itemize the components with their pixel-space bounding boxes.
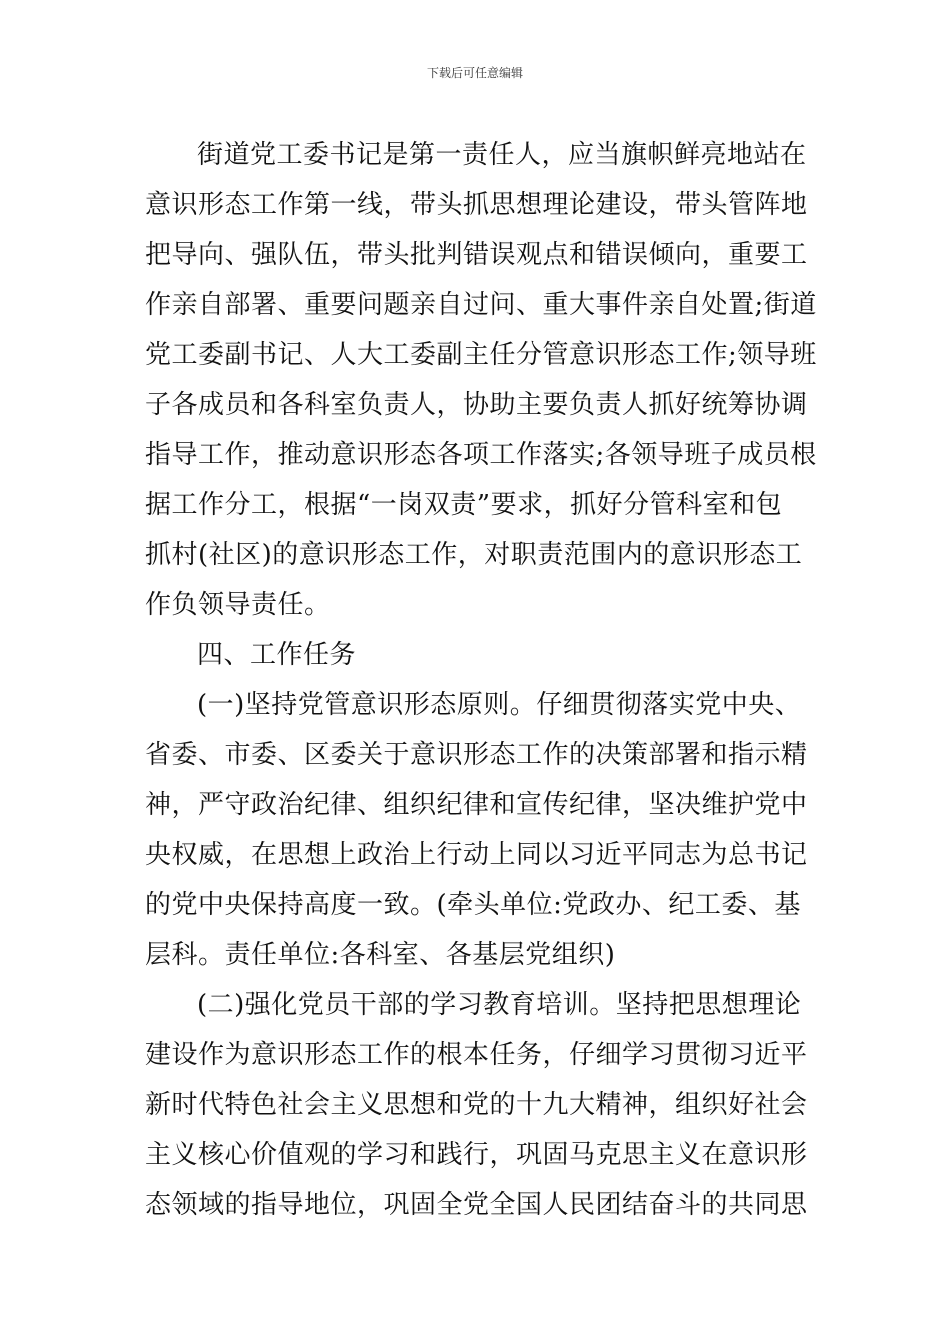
paragraph-line: 的党中央保持高度一致。(牵头单位:党政办、纪工委、基 [145,890,801,920]
paragraph-line: 央权威，在思想上政治上行动上同以习近平同志为总书记 [145,840,808,870]
paragraph-line: 作负领导责任。 [145,590,331,620]
paragraph-line: 党工委副书记、人大工委副主任分管意识形态工作;领导班 [145,340,817,370]
page-header: 下载后可任意编辑 [426,66,523,80]
paragraph-line: 街道党工委书记是第一责任人，应当旗帜鲜亮地站在 [197,140,807,170]
paragraph-line: 主义核心价值观的学习和践行，巩固马克思主义在意识形 [145,1140,808,1170]
paragraph-line: 据工作分工，根据“一岗双责”要求，抓好分管科室和包 [145,490,783,520]
paragraph-line: 把导向、强队伍，带头批判错误观点和错误倾向，重要工 [145,240,808,270]
paragraph-line: 态领域的指导地位，巩固全党全国人民团结奋斗的共同思 [145,1190,808,1220]
section-heading: 四、工作任务 [197,640,357,670]
paragraph-line: 作亲自部署、重要问题亲自过问、重大事件亲自处置;街道 [145,290,817,320]
paragraph-line: 省委、市委、区委关于意识形态工作的决策部署和指示精 [145,740,808,770]
paragraph-line: 新时代特色社会主义思想和党的十九大精神，组织好社会 [145,1090,808,1120]
paragraph-line: 层科。责任单位:各科室、各基层党组织) [145,940,616,970]
paragraph-line: 指导工作，推动意识形态各项工作落实;各领导班子成员根 [145,440,817,470]
document-body [145,130,817,1230]
paragraph-line: (二)强化党员干部的学习教育培训。坚持把思想理论 [197,990,802,1020]
paragraph-line: (一)坚持党管意识形态原则。仔细贯彻落实党中央、 [197,690,802,720]
paragraph-line: 意识形态工作第一线，带头抓思想理论建设，带头管阵地 [145,190,808,220]
paragraph-line: 抓村(社区)的意识形态工作，对职责范围内的意识形态工 [145,540,803,570]
paragraph-line: 子各成员和各科室负责人，协助主要负责人抓好统筹协调 [145,390,808,420]
paragraph-line: 神，严守政治纪律、组织纪律和宣传纪律，坚决维护党中 [145,790,808,820]
paragraph-line: 建设作为意识形态工作的根本任务，仔细学习贯彻习近平 [145,1040,808,1070]
